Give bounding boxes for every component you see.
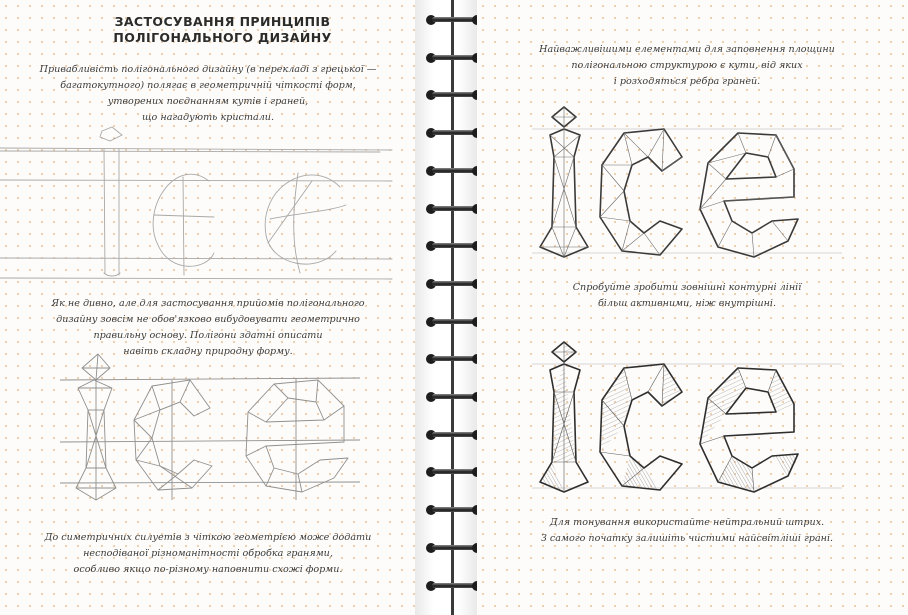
sketch-polygonal-ice-pencil: [60, 350, 370, 515]
intro-line: багатокутного) полягає в геометричній чіткості форм,: [60, 80, 356, 91]
polygonal-ice-shaded: [532, 340, 842, 505]
middle-line: дизайну зовсім не обов'язково вибудовувати геометрично: [56, 314, 360, 325]
bottom-line: особливо якщо по-різному наповнити схожі форми.: [73, 564, 343, 575]
binding-ring: [426, 429, 482, 441]
top-text: [487, 42, 887, 90]
intro-line: Привабливість полігонального дизайну (в перекладі з грецької —: [39, 64, 377, 75]
bottom-text: [38, 530, 378, 578]
top-line: і розходяться ребра граней.: [613, 76, 761, 87]
left-page: [0, 0, 415, 615]
bottom-text-right: [487, 515, 887, 547]
binding-ring: [426, 316, 482, 328]
binding-ring: [426, 89, 482, 101]
sketch-guides: [0, 125, 415, 300]
binding-ring: [426, 127, 482, 139]
binding-ring: [426, 353, 482, 365]
middle-line: правильну основу. Полігони здатні описати: [93, 330, 323, 341]
page-title: [110, 14, 335, 46]
title-line-1: ЗАСТОСУВАННЯ ПРИНЦИПІВ: [114, 14, 331, 29]
binding-ring: [426, 240, 482, 252]
bottom-right-line: З самого початку залишіть чистими найсвітліші грані.: [540, 533, 834, 544]
intro-line: утворених поєднанням кутів і граней,: [107, 96, 309, 107]
top-line: Найважливішими елементами для заповнення площини: [539, 44, 835, 55]
binding-ring: [426, 165, 482, 177]
intro-text: [38, 62, 378, 126]
middle-right-line: більш активними, ніж внутрішні.: [597, 298, 777, 309]
middle-line: Як не дивно, але для застосування прийомів полігонального: [51, 298, 365, 309]
binding-ring: [426, 203, 482, 215]
title-line-2: ПОЛІГОНАЛЬНОГО ДИЗАЙНУ: [113, 30, 332, 45]
bottom-right-line: Для тонування використайте нейтральний штрих.: [549, 517, 825, 528]
intro-line: що нагадують кристали.: [141, 112, 275, 123]
binding-ring: [426, 278, 482, 290]
binding-ring: [426, 542, 482, 554]
binding-ring: [426, 391, 482, 403]
top-line: полігональною структурою є кути, від яких: [571, 60, 803, 71]
bottom-line: До симетричних силуетів з чіткою геометрією може додати: [44, 532, 372, 543]
middle-text-right: [487, 280, 887, 312]
bottom-line: несподіваної різноманітності обробка гранями,: [83, 548, 333, 559]
binding-ring: [426, 466, 482, 478]
polygonal-ice-outline: [532, 105, 842, 270]
binding-ring: [426, 504, 482, 516]
right-page: [477, 0, 908, 615]
binding-ring: [426, 14, 482, 26]
binding-ring: [426, 580, 482, 592]
binding-ring: [426, 52, 482, 64]
middle-right-line: Спробуйте зробити зовнішні контурні лінії: [572, 282, 802, 293]
middle-line: навіть складну природну форму.: [123, 346, 293, 357]
spiral-binding: [426, 0, 482, 615]
